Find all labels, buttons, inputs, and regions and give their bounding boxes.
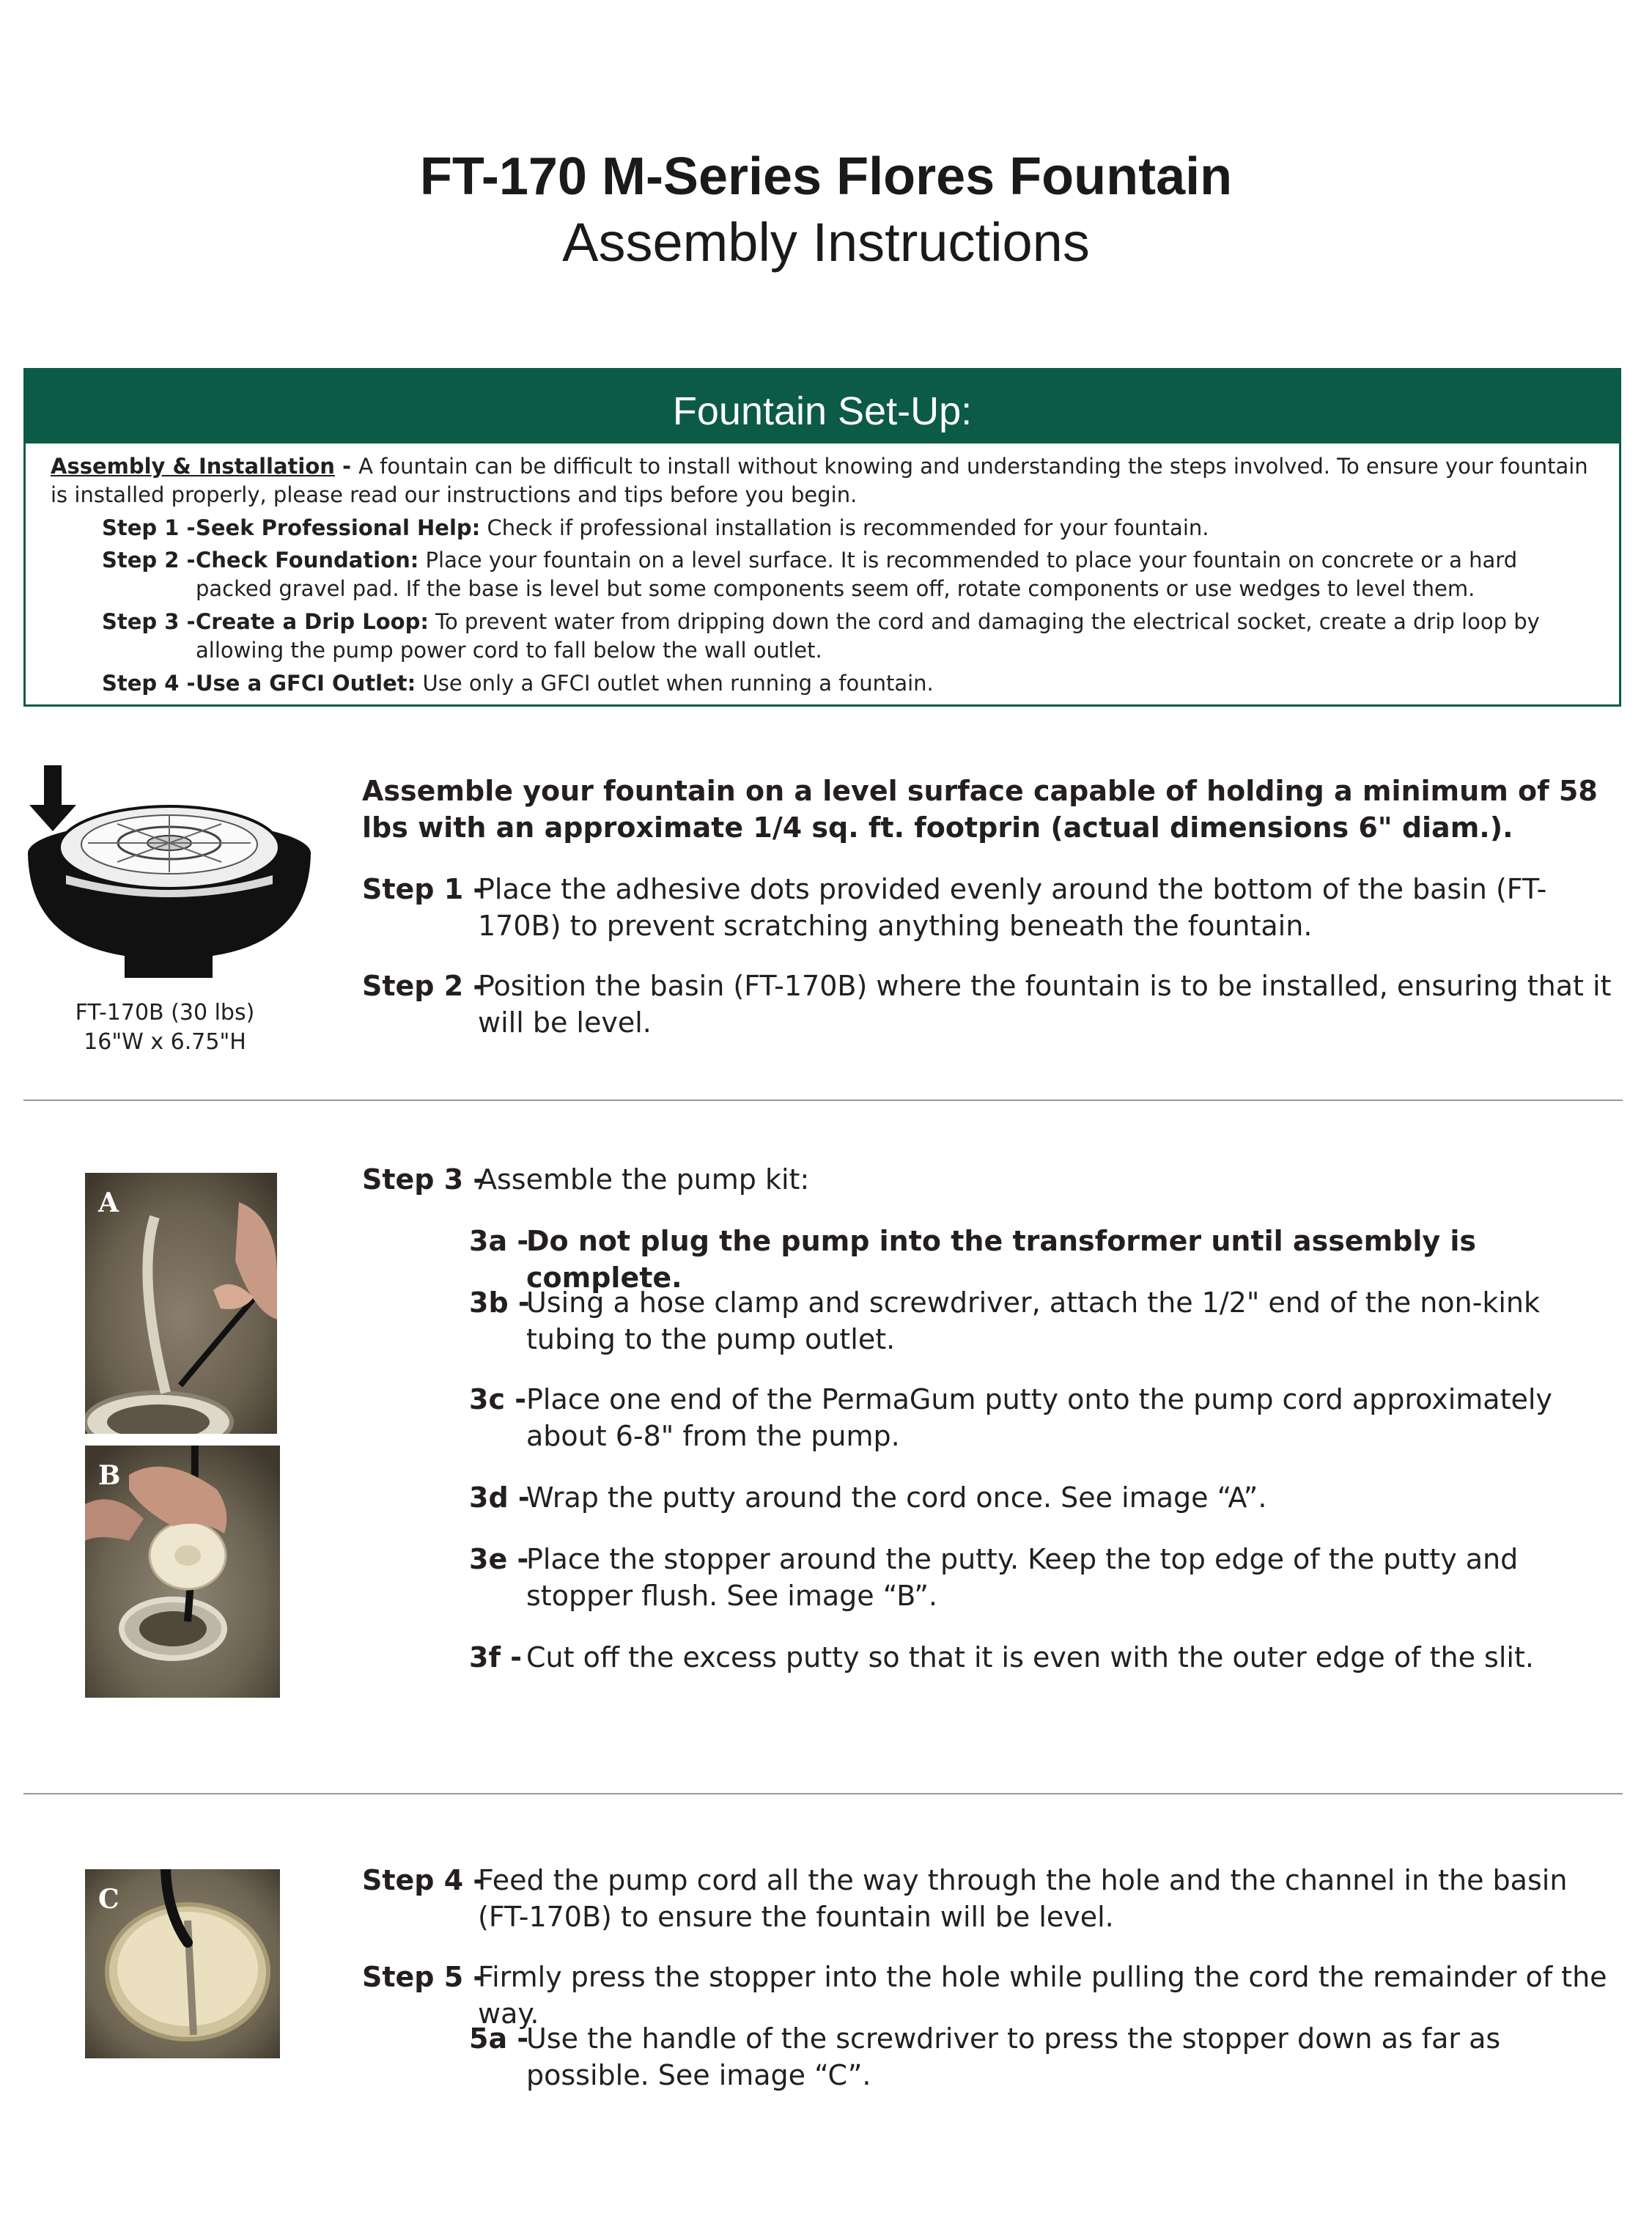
setup-panel: [23, 368, 1621, 707]
section2-step-3: [362, 1161, 1623, 1198]
basin-illustration: [22, 765, 315, 985]
step-text: Firmly press the stopper into the hole while pulling the cord the remainder of the way.: [478, 1961, 1607, 2030]
setup-intro-dash: -: [334, 454, 359, 479]
substep-number: 3a -: [469, 1225, 529, 1257]
step-text: Assemble the pump kit:: [478, 1163, 810, 1196]
substep-text: Use the handle of the screwdriver to press the stopper down as far as possible. See image “C”.: [526, 2022, 1501, 2091]
step-number: Step 3 -: [362, 1163, 485, 1196]
substep-text: Wrap the putty around the cord once. See image “A”.: [526, 1481, 1267, 1514]
setup-step-2: [102, 546, 1597, 603]
substep-3b: [469, 1284, 1627, 1358]
setup-step-1: [102, 514, 1597, 542]
section1-lead: Assemble your fountain on a level surface capable of holding a minimum of 58 lbs with an approximate 1/4 sq. ft. footprin (actual dimensions 6" diam.).: [362, 775, 1598, 844]
substep-text: Do not plug the pump into the transformer until assembly is complete.: [526, 1225, 1477, 1294]
substep-number: 3f -: [469, 1641, 522, 1673]
step-number: Step 2 -: [362, 970, 485, 1002]
substep-5a: [469, 2020, 1627, 2094]
basin-svg: [22, 765, 315, 985]
substep-3e: [469, 1541, 1627, 1614]
step-number: Step 1 -: [362, 873, 485, 905]
setup-step-title: Check Foundation:: [196, 548, 419, 572]
basin-caption-line1: FT-170B (30 lbs): [75, 1000, 255, 1026]
setup-step-title: Use a GFCI Outlet:: [196, 671, 416, 696]
setup-step-number: Step 2 -: [102, 548, 196, 572]
photo-a: [85, 1173, 277, 1434]
setup-step-number: Step 1 -: [102, 515, 196, 540]
step-text: Place the adhesive dots provided evenly around the bottom of the basin (FT-170B) to prevent scratching anything beneath the fountain.: [478, 873, 1547, 942]
step-number: Step 4 -: [362, 1864, 485, 1896]
setup-step-4: [102, 669, 1597, 698]
photo-b-label: B: [98, 1460, 121, 1491]
photo-b: [85, 1446, 280, 1698]
setup-step-text: Check if professional installation is recommended for your fountain.: [480, 515, 1209, 540]
section3-step-4: [362, 1862, 1623, 1935]
photo-c-label: C: [98, 1884, 119, 1915]
substep-text: Using a hose clamp and screwdriver, attach the 1/2" end of the non-kink tubing to the pump outlet.: [526, 1286, 1540, 1355]
setup-step-text: Use only a GFCI outlet when running a fountain.: [416, 671, 934, 696]
substep-text: Place the stopper around the putty. Keep the top edge of the putty and stopper flush. See image “B”.: [526, 1543, 1519, 1612]
substep-number: 5a -: [469, 2022, 529, 2055]
setup-step-3: [102, 608, 1597, 665]
substep-3d: [469, 1479, 1627, 1516]
document-title: FT-170 M-Series Flores Fountain: [419, 147, 1233, 206]
step-text: Position the basin (FT-170B) where the fountain is to be installed, ensuring that it will be level.: [478, 970, 1612, 1039]
setup-step-text: To prevent water from dripping down the cord and damaging the electrical socket, create a drip loop by allowing the pump power cord to fall below the wall outlet.: [196, 609, 1540, 663]
setup-intro: [51, 452, 1597, 509]
setup-step-text: Place your fountain on a level surface. It is recommended to place your fountain on concrete or a hard packed gravel pad. If the base is level but some components seem off, rotate components or use wedges to level them.: [196, 548, 1518, 601]
step-number: Step 5 -: [362, 1961, 485, 1993]
setup-intro-text: A fountain can be difficult to install without knowing and understanding the steps involved. To ensure your fountain is installed properly, please read our instructions and tips before you begin.: [51, 454, 1588, 507]
basin-caption: [29, 998, 300, 1057]
substep-number: 3d -: [469, 1481, 530, 1514]
setup-heading: Fountain Set-Up:: [26, 370, 1619, 443]
section-divider: [23, 1100, 1623, 1101]
setup-step-number: Step 3 -: [102, 609, 196, 634]
photo-a-label: A: [98, 1188, 119, 1218]
step-text: Feed the pump cord all the way through the hole and the channel in the basin (FT-170B) to ensure the fountain will be level.: [478, 1864, 1568, 1933]
substep-number: 3b -: [469, 1286, 530, 1319]
substep-3f: [469, 1639, 1627, 1676]
setup-step-title: Seek Professional Help:: [196, 515, 481, 540]
setup-step-number: Step 4 -: [102, 671, 196, 696]
substep-text: Cut off the excess putty so that it is even with the outer edge of the slit.: [526, 1641, 1534, 1673]
substep-number: 3c -: [469, 1383, 526, 1415]
section1-step-2: [362, 968, 1623, 1041]
substep-text: Place one end of the PermaGum putty onto the pump cord approximately about 6-8" from the pump.: [526, 1383, 1552, 1452]
document-subtitle: Assembly Instructions: [562, 212, 1090, 273]
substep-3c: [469, 1381, 1627, 1454]
section-divider: [23, 1793, 1623, 1794]
photo-c: [85, 1869, 280, 2058]
down-arrow-icon: [29, 765, 76, 831]
setup-step-title: Create a Drip Loop:: [196, 609, 429, 634]
substep-number: 3e -: [469, 1543, 529, 1575]
setup-intro-label: Assembly & Installation: [51, 454, 335, 479]
section1-step-1: [362, 871, 1623, 944]
basin-caption-line2: 16"W x 6.75"H: [84, 1029, 246, 1055]
